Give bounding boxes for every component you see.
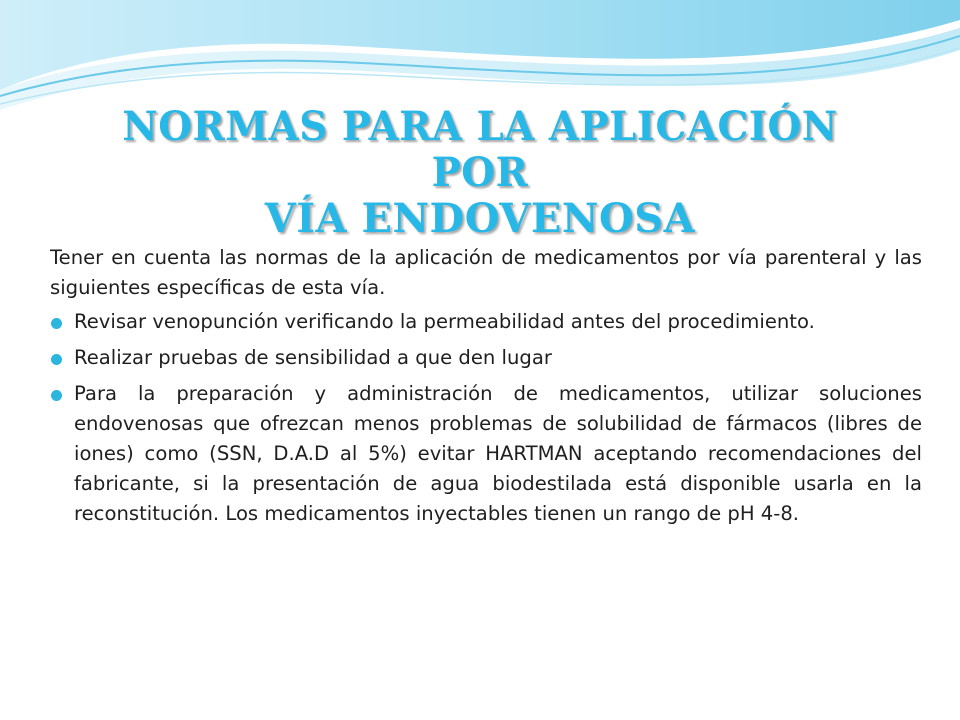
bullet-list	[50, 307, 922, 529]
bullet-dot-icon	[51, 318, 62, 329]
bullet-dot-icon	[51, 390, 62, 401]
slide-body	[50, 243, 922, 535]
title-line-2: VÍA ENDOVENOSA	[264, 195, 696, 242]
slide-title	[60, 104, 900, 242]
bullet-dot-icon	[51, 354, 62, 365]
bullet-text: Revisar venopunción verificando la permeabilidad antes del procedimiento.	[74, 310, 815, 333]
intro-paragraph: Tener en cuenta las normas de la aplicación de medicamentos por vía parenteral y las siguientes específicas de esta vía.	[50, 246, 922, 299]
bullet-item	[50, 307, 922, 337]
bullet-item	[50, 379, 922, 529]
bullet-item	[50, 343, 922, 373]
bullet-text: Para la preparación y administración de medicamentos, utilizar soluciones endovenosas que ofrezcan menos problemas de solubilidad de fármacos (libres de iones) como (SSN, D.A.D al 5%) evitar HARTMAN aceptando recomendaciones del fabricante, si la presentación de agua biodestilada está disponible usarla en la reconstitución. Los medicamentos inyectables tienen un rango de pH 4-8.	[74, 382, 922, 525]
bullet-text: Realizar pruebas de sensibilidad a que den lugar	[74, 346, 552, 369]
title-line-1: NORMAS PARA LA APLICACIÓN POR	[122, 103, 838, 196]
